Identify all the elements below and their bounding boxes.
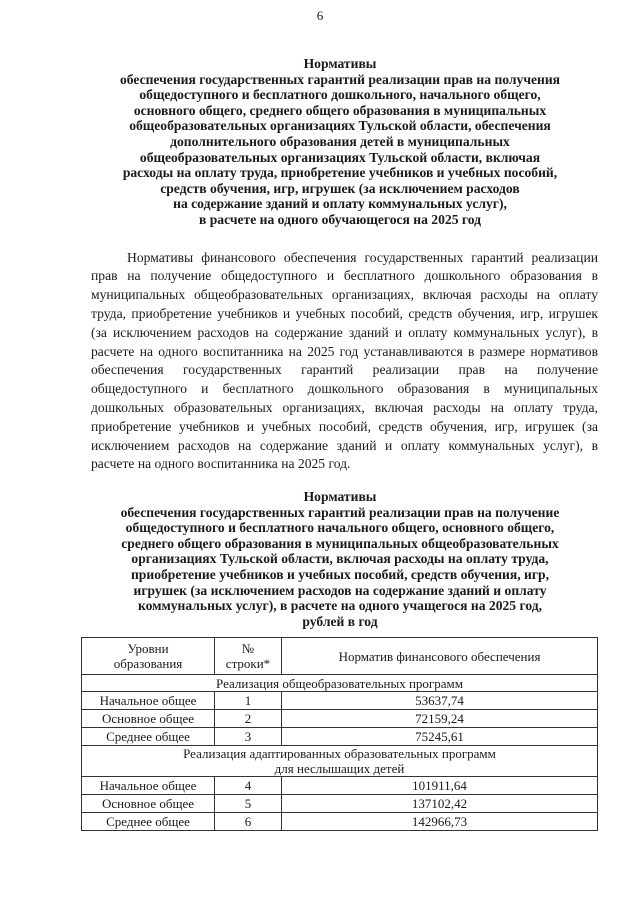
table-row [82,728,598,746]
heading-line: обеспечения государственных гарантий реализации прав на получение [120,504,560,520]
heading-line: расходы на оплату труда, приобретение учебников и учебных пособий, [122,165,558,181]
table-row [82,777,598,795]
cell-level: Среднее общее [82,728,215,746]
heading-line: общеобразовательных организациях Тульской области, включая [139,149,541,165]
cell-num: 3 [215,728,282,746]
cell-num: 6 [215,813,282,831]
cell-num: 2 [215,710,282,728]
header-num-line2: строки* [225,656,271,671]
cell-value: 142966,73 [282,813,598,831]
page-number: 6 [316,8,324,23]
cell-num: 5 [215,795,282,813]
body-paragraph: Нормативы финансового обеспечения государственных гарантий реализации прав на получение общедоступного и бесплатного дошкольного образования в муниципальных общеобразовательных организациях, включая расходы на оплату труда, приобретение учебников и учебных пособий, средств обучения, игр, игрушек (за исключением расходов на содержание зданий и оплату коммунальных услуг), в расчете на одного воспитанника на 2025 год устанавливаются в размере нормативов обеспечения государственных гарантий реализации прав на получение общедоступного и бесплатного дошкольного образования в муниципальных дошкольных образовательных организациях, включая расходы на оплату труда, приобретение учебников и учебных пособий, средств обучения, игр, игрушек (за исключением расходов на содержание зданий и оплату коммунальных услуг), в расчете на одного воспитанника на 2025 год. [91,249,598,472]
section-title: Реализация общеобразовательных программ [82,675,598,692]
table-row [82,813,598,831]
cell-level: Основное общее [82,710,215,728]
header-norm: Норматив финансового обеспечения [282,638,598,675]
heading-line: в расчете на одного обучающегося на 2025 год [198,211,482,227]
cell-level: Начальное общее [82,777,215,795]
heading-line: Нормативы [303,56,377,71]
cell-value: 72159,24 [282,710,598,728]
cell-level: Основное общее [82,795,215,813]
cell-value: 137102,42 [282,795,598,813]
header-num [215,638,282,675]
header-level [82,638,215,675]
table-row [82,710,598,728]
heading-line: приобретение учебников и учебных пособий, средств обучения, игр, [130,566,550,582]
header-num-line1: № [241,641,255,656]
cell-level: Начальное общее [82,692,215,710]
header-level-line1: Уровни [127,641,169,656]
section-row [82,746,598,777]
cell-value: 75245,61 [282,728,598,746]
table-row [82,692,598,710]
heading-line: общеобразовательных организациях Тульской области, обеспечения [129,118,551,134]
section-row [82,675,598,692]
header-level-line2: образования [113,656,183,671]
table-header-row [82,638,598,675]
norms-table [81,637,598,831]
cell-value: 53637,74 [282,692,598,710]
heading-line: рублей в год [302,613,378,629]
heading-line: средств обучения, игр, игрушек (за исключением расходов [160,180,520,196]
heading-line: игрушек (за исключением расходов на содержание зданий и оплату [133,582,547,598]
heading-line: основного общего, среднего общего образования в муниципальных [133,102,547,118]
table-heading [60,489,620,629]
cell-level: Среднее общее [82,813,215,831]
heading-line: на содержание зданий и оплату коммунальных услуг), [173,196,507,212]
section-title [82,746,598,777]
heading-line: общедоступного и бесплатного начального общего, основного общего, [125,520,555,536]
cell-num: 4 [215,777,282,795]
heading-line: Нормативы [303,489,377,504]
heading-line: среднего общего образования в муниципальных общеобразовательных [121,535,559,551]
heading-line: коммунальных услуг), в расчете на одного учащегося на 2025 год, [138,598,542,614]
heading-line: общедоступного и бесплатного дошкольного, начального общего, [139,87,541,103]
table-row [82,795,598,813]
heading-line: дополнительного образования детей в муниципальных [170,133,510,149]
heading-line: организациях Тульской области, включая расходы на оплату труда, [131,551,549,567]
section-title-line: Реализация адаптированных образовательных программ [183,746,496,761]
document-heading [60,56,620,228]
section-title-line: для неслышащих детей [274,761,405,776]
cell-num: 1 [215,692,282,710]
cell-value: 101911,64 [282,777,598,795]
heading-line: обеспечения государственных гарантий реализации прав на получения [119,71,561,87]
